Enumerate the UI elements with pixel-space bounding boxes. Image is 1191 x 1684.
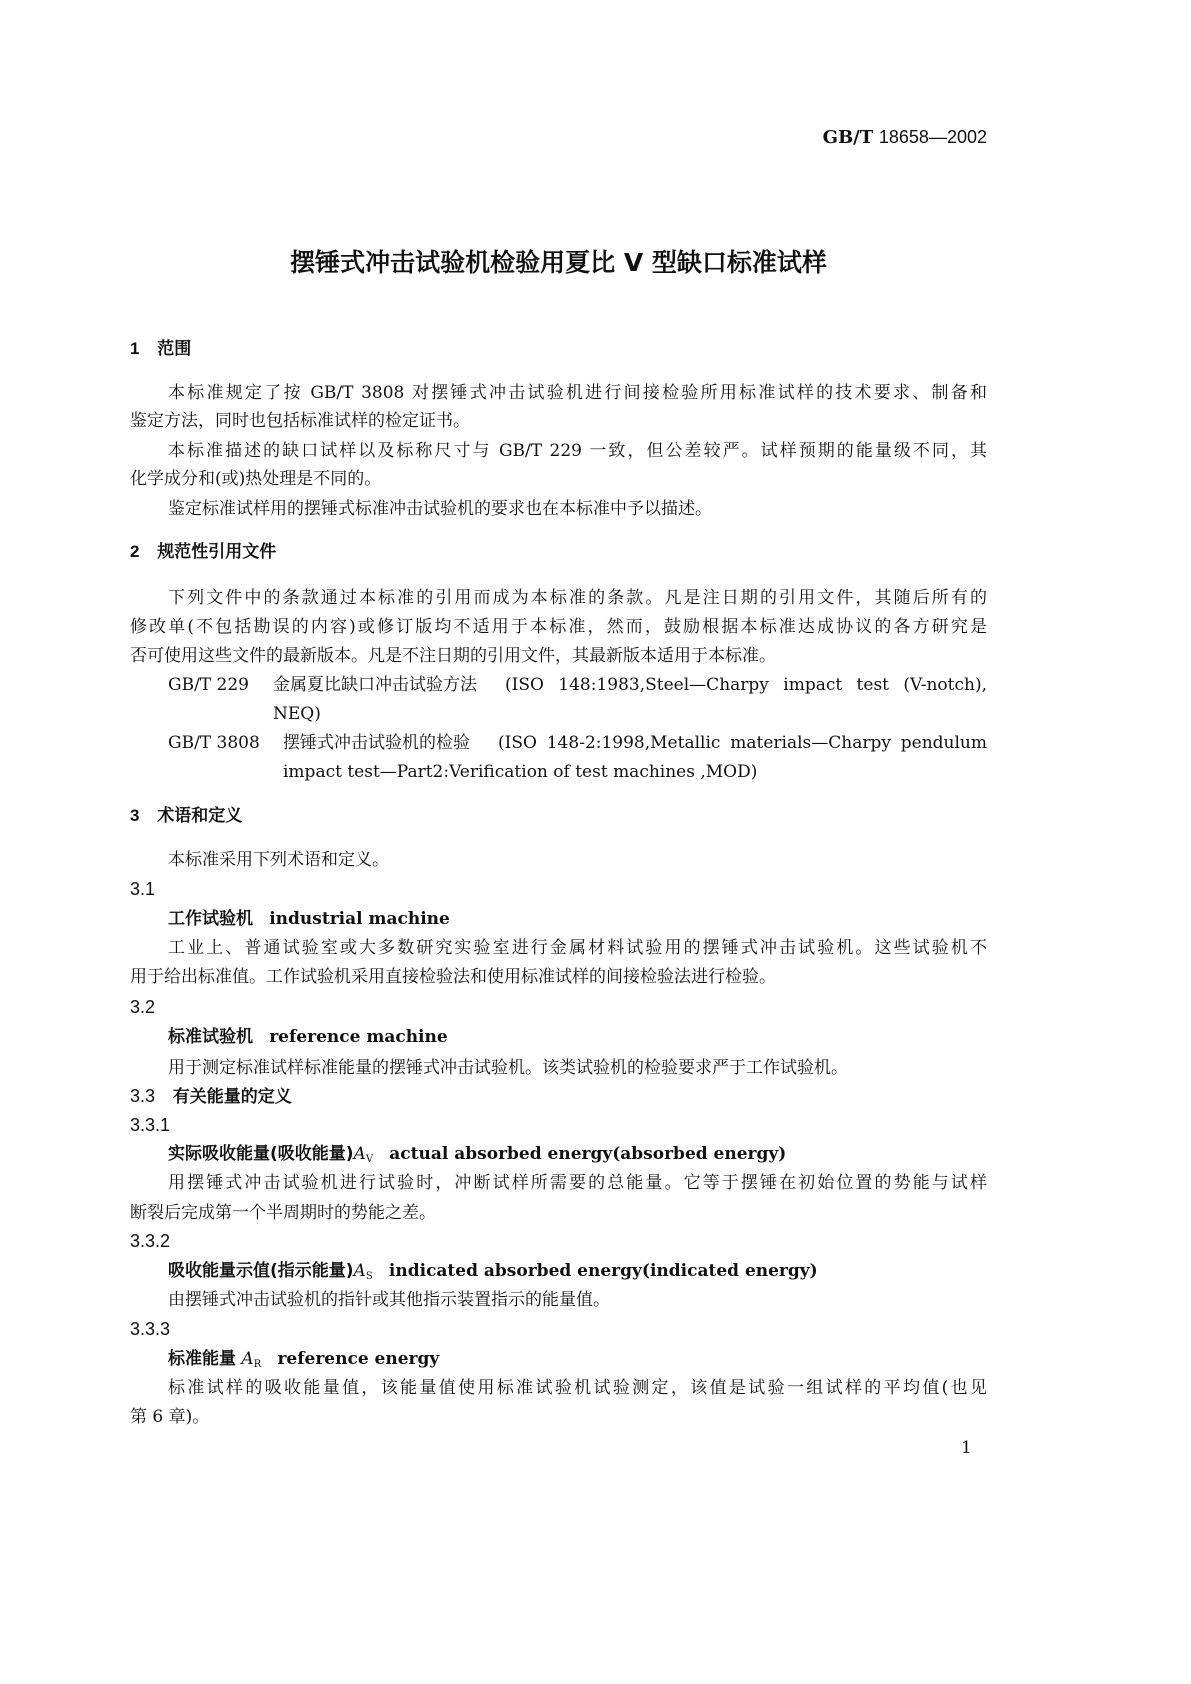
section-2-heading [130, 541, 276, 563]
section-1-heading [130, 338, 191, 360]
term-en: indicated absorbed energy(indicated energy) [388, 1261, 818, 1281]
paragraph-line: 鉴定方法，同时也包括标准试样的检定证书。 [130, 411, 470, 431]
subsection-heading [130, 1085, 292, 1108]
term-en: actual absorbed energy(absorbed energy) [389, 1144, 787, 1164]
ref-code: GB/T 229 [168, 675, 249, 695]
term-number: 3.3.1 [130, 1115, 171, 1135]
code-number: 18658—2002 [878, 127, 987, 147]
paragraph-line: 本标准规定了按 GB/T 3808 对摆锤式冲击试验机进行间接检验所用标准试样的技术要求、制备和 [168, 383, 987, 403]
term-zh: 吸收能量示值(指示能量) [168, 1261, 354, 1281]
paragraph-line: 下列文件中的条款通过本标准的引用而成为本标准的条款。凡是注日期的引用文件，其随后所有的 [168, 588, 987, 608]
term-zh: 标准试验机 [168, 1027, 253, 1047]
paragraph-line: 否可使用这些文件的最新版本。凡是不注日期的引用文件，其最新版本适用于本标准。 [130, 646, 776, 666]
term-heading [168, 1026, 448, 1048]
page-title: 摆锤式冲击试验机检验用夏比 V 型缺口标准试样 [290, 248, 827, 277]
paragraph-line: 用摆锤式冲击试验机进行试验时，冲断试样所需要的总能量。它等于摆锤在初始位置的势能与试样 [168, 1173, 987, 1193]
document-code [823, 126, 987, 149]
paragraph-line: 用于给出标准值。工作试验机采用直接检验法和使用标准试样的间接检验法进行检验。 [130, 967, 776, 987]
term-symbol: A [241, 1349, 254, 1369]
code-prefix: GB/T [822, 127, 874, 148]
paragraph-line: 第 6 章)。 [130, 1407, 210, 1427]
term-symbol: A [353, 1261, 366, 1281]
ref-title: 摆锤式冲击试验机的检验 [283, 733, 470, 753]
term-heading [168, 1260, 818, 1288]
section-title: 范围 [157, 339, 192, 359]
term-heading [168, 908, 450, 930]
paragraph-line: 断裂后完成第一个半周期时的势能之差。 [130, 1203, 436, 1223]
ref-code: GB/T 3808 [168, 733, 260, 753]
term-zh: 标准能量 [168, 1349, 236, 1369]
page-number: 1 [961, 1438, 972, 1458]
paragraph-line: 鉴定标准试样用的摆锤式标准冲击试验机的要求也在本标准中予以描述。 [168, 499, 712, 519]
ref-source: (ISO 148-2:1998,Metallic materials—Charpy pendulum [498, 733, 987, 753]
term-heading [168, 1348, 439, 1376]
section-title: 术语和定义 [157, 806, 243, 826]
section-number: 1 [130, 339, 140, 358]
term-heading [168, 1143, 786, 1171]
section-title: 规范性引用文件 [157, 542, 277, 562]
term-zh: 工作试验机 [168, 909, 253, 929]
ref-source-cont: impact test—Part2:Verification of test machines ,MOD) [283, 762, 758, 782]
paragraph-line: 标准试样的吸收能量值，该能量值使用标准试验机试验测定，该值是试验一组试样的平均值(也见 [168, 1378, 987, 1398]
paragraph-line: 本标准采用下列术语和定义。 [168, 850, 389, 870]
section-3-heading [130, 805, 242, 827]
reference-gbt229 [168, 674, 987, 696]
reference-gbt3808 [168, 732, 987, 754]
paragraph-line: 修改单(不包括勘误的内容)或修订版均不适用于本标准，然而，鼓励根据本标准达成协议的各方研究是 [130, 617, 987, 637]
paragraph-line: 化学成分和(或)热处理是不同的。 [130, 469, 382, 489]
term-symbol: A [353, 1144, 366, 1164]
ref-source: (ISO 148:1983,Steel—Charpy impact test (V-notch), [505, 675, 987, 695]
section-number: 3 [130, 806, 140, 825]
term-symbol-sub: R [253, 1359, 262, 1370]
term-en: industrial machine [269, 909, 450, 929]
term-en: reference energy [277, 1349, 440, 1369]
term-en: reference machine [269, 1027, 448, 1047]
subsection-number: 3.3 [130, 1086, 156, 1106]
term-zh: 实际吸收能量(吸收能量) [168, 1144, 354, 1164]
ref-source-cont: NEQ) [273, 704, 321, 724]
paragraph-line: 由摆锤式冲击试验机的指针或其他指示装置指示的能量值。 [168, 1290, 610, 1310]
term-number: 3.3.2 [130, 1231, 171, 1251]
term-number: 3.1 [130, 879, 156, 899]
paragraph-line: 工业上、普通试验室或大多数研究实验室进行金属材料试验用的摆锤式冲击试验机。这些试验机不 [168, 938, 987, 958]
term-number: 3.2 [130, 997, 156, 1017]
paragraph-line: 用于测定标准试样标准能量的摆锤式冲击试验机。该类试验机的检验要求严于工作试验机。 [168, 1058, 848, 1078]
term-symbol-sub: S [365, 1271, 373, 1282]
subsection-title: 有关能量的定义 [172, 1087, 292, 1107]
paragraph-line: 本标准描述的缺口试样以及标称尺寸与 GB/T 229 一致，但公差较严。试样预期的能量级不同，其 [168, 441, 987, 461]
term-number: 3.3.3 [130, 1319, 171, 1339]
section-number: 2 [130, 542, 140, 561]
ref-title: 金属夏比缺口冲击试验方法 [273, 675, 477, 695]
term-symbol-sub: V [365, 1154, 374, 1165]
